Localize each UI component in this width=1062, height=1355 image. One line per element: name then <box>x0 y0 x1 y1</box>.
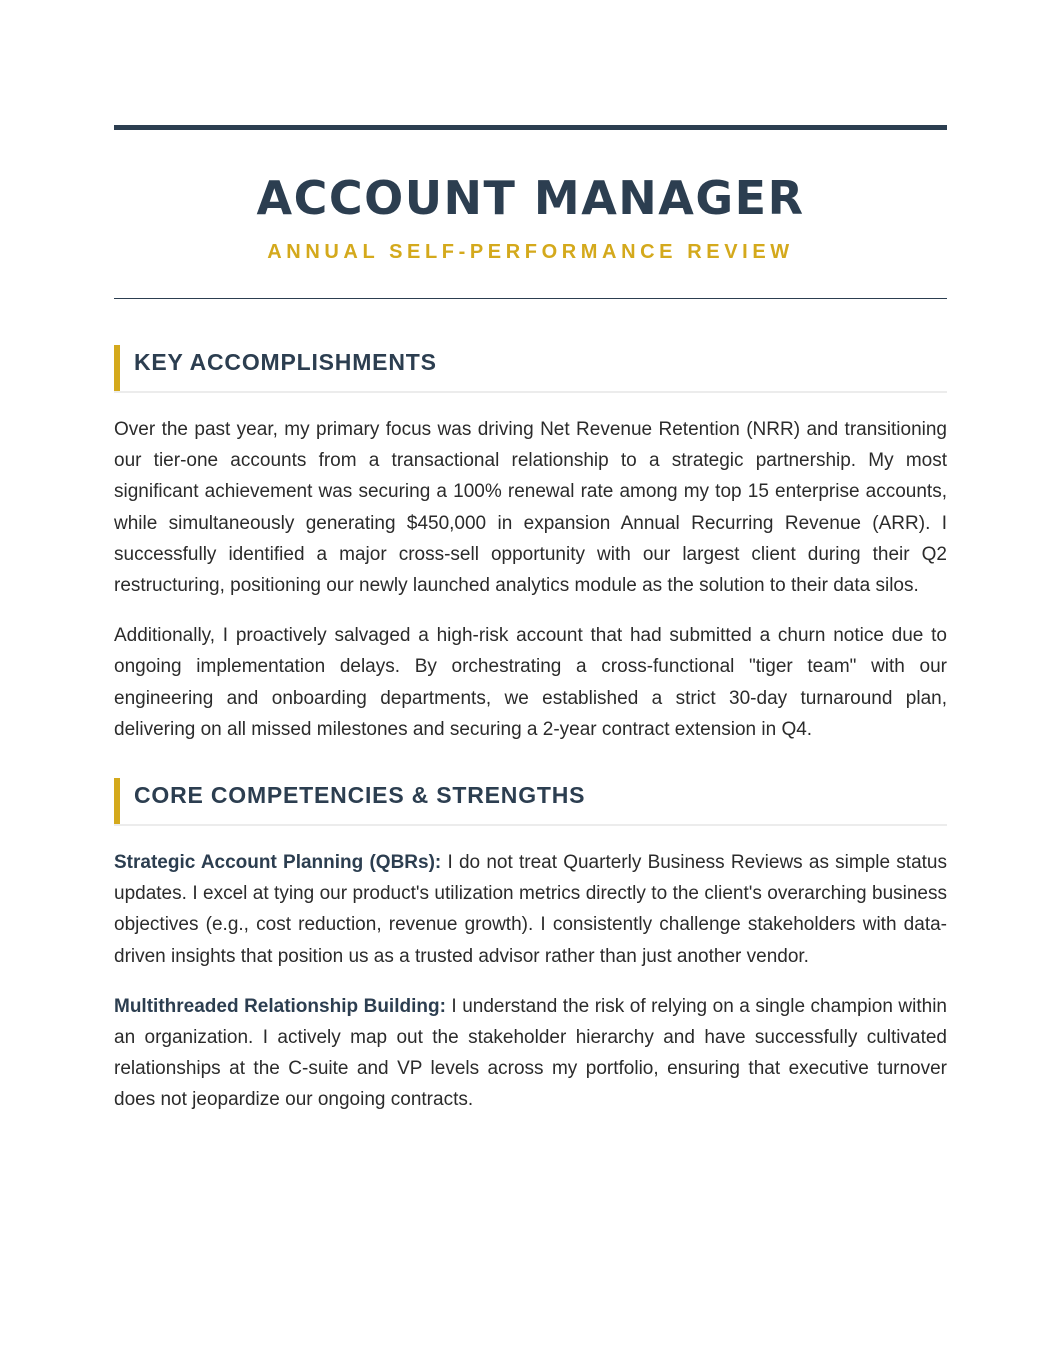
header-divider <box>114 298 947 299</box>
competency-item <box>114 847 947 972</box>
heading-accent-bar <box>114 345 120 391</box>
competency-label: Multithreaded Relationship Building: <box>114 995 446 1017</box>
paragraph: Additionally, I proactively salvaged a high-risk account that had submitted a churn notice due to ongoing implementation delays. By orchestrating a cross-functional "tiger team" with our engineering and onboarding departments, we established a strict 30-day turnaround plan, delivering on all missed milestones and securing a 2-year contract extension in Q4. <box>114 625 947 740</box>
heading-accent-bar <box>114 778 120 824</box>
document-title: ACCOUNT MANAGER <box>256 171 805 225</box>
review-document <box>114 125 947 1116</box>
competency-item <box>114 991 947 1116</box>
section-heading <box>114 345 947 393</box>
competency-label: Strategic Account Planning (QBRs): <box>114 852 442 874</box>
section-key-accomplishments <box>114 345 947 745</box>
section-heading <box>114 778 947 826</box>
competency-text: I understand the risk of relying on a single champion within an organization. I actively map out the stakeholder hierarchy and have successfully cultivated relationships at the C-suite and VP levels across my portfolio, ensuring that executive turnover does not jeopardize our ongoing contracts. <box>114 995 947 1111</box>
top-rule <box>114 125 947 130</box>
document-subtitle: ANNUAL SELF-PERFORMANCE REVIEW <box>267 241 794 263</box>
paragraph: Over the past year, my primary focus was driving Net Revenue Retention (NRR) and transitioning our tier-one accounts from a transactional relationship to a strategic partnership. My most significant achievement was securing a 100% renewal rate among my top 15 enterprise accounts, while simultaneously generating $450,000 in expansion Annual Recurring Revenue (ARR). I successfully identified a major cross-sell opportunity with our largest client during their Q2 restructuring, positioning our newly launched analytics module as the solution to their data silos. <box>114 419 947 597</box>
competency-text: I do not treat Quarterly Business Reviews as simple status updates. I excel at tying our product's utilization metrics directly to the client's overarching business objectives (e.g., cost reduction, revenue growth). I consistently challenge stakeholders with data-driven insights that position us as a trusted advisor rather than just another vendor. <box>114 852 947 967</box>
section-core-competencies <box>114 778 947 1116</box>
section-title: KEY ACCOMPLISHMENTS <box>134 349 437 375</box>
section-title: CORE COMPETENCIES & STRENGTHS <box>134 782 586 809</box>
